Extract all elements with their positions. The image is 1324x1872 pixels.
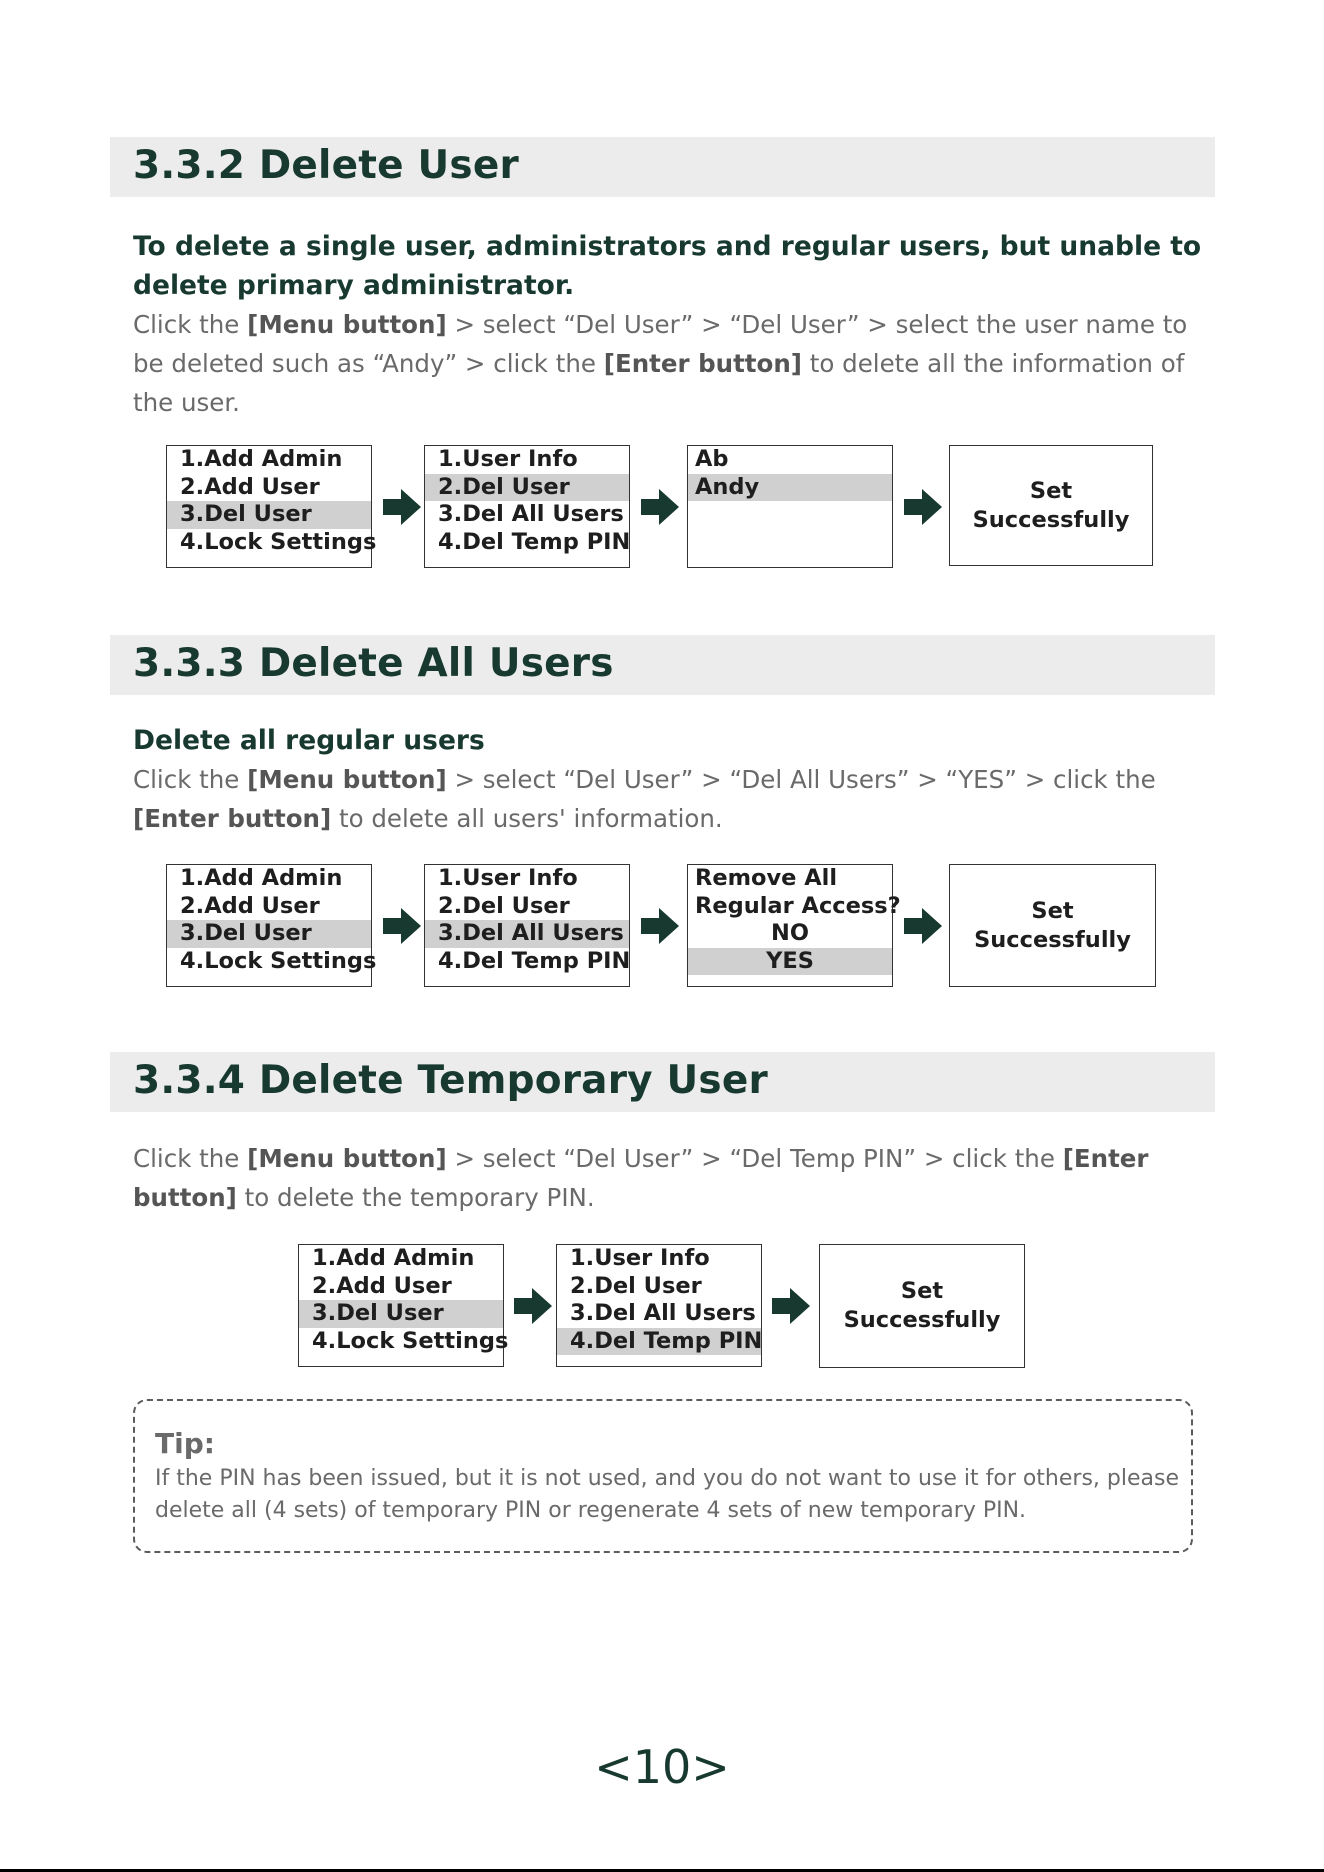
result-line: Successfully <box>843 1307 1001 1333</box>
screen-confirm-remove <box>687 864 901 987</box>
screen-del-user-menu <box>424 445 630 568</box>
menu-flow-333 <box>166 864 1160 989</box>
page-number: <10> <box>594 1740 730 1794</box>
menu-item-selected: 3.Del All Users <box>425 920 629 948</box>
menu-button-label: [Menu button] <box>247 765 447 794</box>
menu-flow-334 <box>298 1244 1028 1369</box>
menu-item: 2.Add User <box>180 892 320 919</box>
screen-main-menu <box>166 445 377 568</box>
enter-button-label: [Enter button] <box>133 804 332 833</box>
screen-result <box>819 1244 1025 1368</box>
confirm-line: Regular Access? <box>695 892 901 919</box>
screen-del-user-menu <box>556 1244 762 1367</box>
screen-result <box>949 445 1153 566</box>
menu-item: 1.Add Admin <box>180 446 343 472</box>
section-lead: To delete a single user, administrators and regular users, but unable to delete primary administrator. <box>133 231 1202 301</box>
menu-item: 4.Lock Settings <box>180 947 377 974</box>
confirm-line: Remove All <box>695 865 838 891</box>
confirm-option-yes-selected: YES <box>688 948 892 976</box>
menu-item: 2.Del User <box>438 892 570 919</box>
instruction-text: Click the [Menu button] > select “Del User” > “Del All Users” > “YES” > click the [Enter button] to delete all users' information. <box>133 765 1156 833</box>
menu-item: 3.Del All Users <box>570 1300 756 1326</box>
section-title: 3.3.3 Delete All Users <box>133 641 614 686</box>
tip-body: If the PIN has been issued, but it is not used, and you do not want to use it for others, please delete all (4 sets) of temporary PIN or regenerate 4 sets of new temporary PIN. <box>155 1466 1179 1523</box>
screen-user-list <box>687 445 893 568</box>
menu-item: 4.Lock Settings <box>180 528 377 555</box>
tip-box <box>133 1399 1193 1553</box>
menu-item: 4.Lock Settings <box>312 1327 509 1354</box>
result-line: Set <box>1029 477 1073 504</box>
section-lead: Delete all regular users <box>133 725 485 756</box>
menu-flow-332 <box>166 445 1156 570</box>
right-arrow-icon <box>772 1288 810 1324</box>
section-body-334 <box>133 1139 1213 1217</box>
right-arrow-icon <box>383 489 421 525</box>
menu-item-selected: 3.Del User <box>299 1300 503 1328</box>
menu-item-selected: 4.Del Temp PIN <box>557 1328 761 1356</box>
menu-item: 1.User Info <box>570 1245 710 1271</box>
menu-item: 2.Add User <box>180 473 320 500</box>
menu-item: 1.Add Admin <box>180 865 343 891</box>
menu-item: 4.Del Temp PIN <box>438 947 631 974</box>
menu-item: 2.Add User <box>312 1272 452 1299</box>
user-list-item: Ab <box>695 446 729 472</box>
instruction-text: Click the [Menu button] > select “Del User” > “Del Temp PIN” > click the [Enter button] to delete the temporary PIN. <box>133 1144 1149 1212</box>
user-list-item-selected: Andy <box>688 474 892 502</box>
section-header-334 <box>110 1052 1215 1112</box>
section-header-332 <box>110 137 1215 197</box>
menu-item: 1.Add Admin <box>312 1245 475 1271</box>
screen-result <box>949 864 1156 987</box>
right-arrow-icon <box>514 1288 552 1324</box>
section-header-333 <box>110 635 1215 695</box>
menu-button-label: [Menu button] <box>247 310 447 339</box>
screen-del-user-menu <box>424 864 630 987</box>
screen-main-menu <box>298 1244 509 1367</box>
result-line: Set <box>900 1278 944 1304</box>
enter-button-label: [Enter button] <box>133 1144 1149 1212</box>
right-arrow-icon <box>383 908 421 944</box>
result-line: Successfully <box>972 506 1130 533</box>
section-body-333 <box>133 721 1213 838</box>
menu-item-selected: 3.Del User <box>167 920 371 948</box>
menu-item-selected: 2.Del User <box>425 474 629 502</box>
tip-title: Tip: <box>155 1427 215 1460</box>
enter-button-label: [Enter button] <box>603 349 802 378</box>
menu-item: 4.Del Temp PIN <box>438 528 631 555</box>
section-title: 3.3.4 Delete Temporary User <box>133 1058 768 1103</box>
menu-item: 1.User Info <box>438 446 578 472</box>
right-arrow-icon <box>904 489 942 525</box>
result-line: Successfully <box>974 926 1131 953</box>
right-arrow-icon <box>641 908 679 944</box>
result-line: Set <box>1031 897 1074 924</box>
menu-item: 2.Del User <box>570 1272 702 1299</box>
confirm-option-no: NO <box>771 920 809 946</box>
right-arrow-icon <box>641 489 679 525</box>
screen-main-menu <box>166 864 377 987</box>
section-body-332 <box>133 227 1213 422</box>
section-title: 3.3.2 Delete User <box>133 143 519 188</box>
instruction-text: Click the [Menu button] > select “Del User” > “Del User” > select the user name to be deleted such as “Andy” > click the [Enter button] to delete all the information of the user. <box>133 310 1188 417</box>
menu-item: 3.Del All Users <box>438 501 624 527</box>
right-arrow-icon <box>904 908 942 944</box>
menu-item: 1.User Info <box>438 865 578 891</box>
menu-item-selected: 3.Del User <box>167 501 371 529</box>
menu-button-label: [Menu button] <box>247 1144 447 1173</box>
